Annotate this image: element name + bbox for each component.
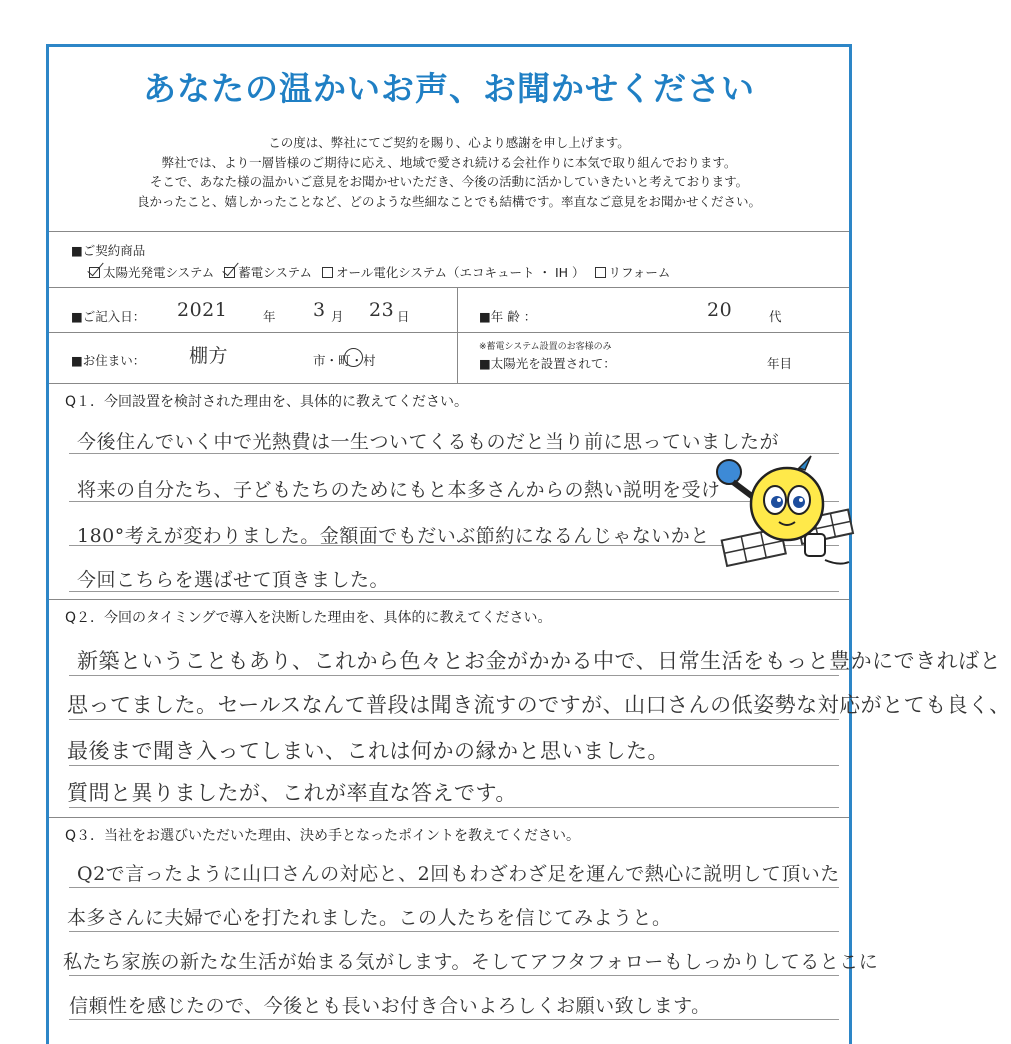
answer-rule <box>69 807 839 808</box>
q2-answer-line[interactable]: 思ってました。セールスなんて普段は聞き流すのですが、山口さんの低姿勢な対応がとても良く、 <box>67 693 1011 717</box>
answer-rule <box>69 887 839 888</box>
q3-answer-line[interactable]: 本多さんに夫婦で心を打たれました。この人たちを信じてみようと。 <box>67 907 672 929</box>
solar-years-label: ■太陽光を設置されて： <box>479 356 616 371</box>
intro-line: そこで、あなた様の温かいご意見をお聞かせいただき、今後の活動に活かしていきたいと考えております。 <box>149 174 749 189</box>
sun-mascot-icon <box>699 442 859 582</box>
survey-form <box>46 44 1011 1044</box>
divider-vertical <box>457 287 458 383</box>
circle-mark-icon <box>344 348 363 367</box>
option-label: オール電化システム（エコキュート ・ IH ） <box>336 265 585 280</box>
answer-rule <box>69 931 839 932</box>
q1-answer-line[interactable]: 今後住んでいく中で光熱費は一生ついてくるものだと当り前に思っていましたが <box>77 431 780 453</box>
checkbox-icon <box>595 267 606 278</box>
answer-rule <box>69 1019 839 1020</box>
date-label: ■ご記入日： <box>71 309 146 324</box>
q2-question: Q２．今回のタイミングで導入を決断した理由を、具体的に教えてください。 <box>65 610 552 626</box>
option-solar[interactable] <box>89 265 214 280</box>
address-suffix <box>313 351 376 369</box>
q1-answer-line[interactable]: 将来の自分たち、子どもたちのためにもと本多さんからの熱い説明を受け <box>77 479 721 501</box>
option-label: リフォーム <box>608 265 671 280</box>
age-label: ■年 齢 ： <box>479 309 537 324</box>
answer-rule <box>69 765 839 766</box>
q3-answer-line[interactable]: 信頼性を感じたので、今後とも長いお付き合いよろしくお願い致します。 <box>69 995 711 1017</box>
option-label: 蓄電システム <box>238 265 313 280</box>
intro-line: 良かったこと、嬉しかったことなど、どのような些細なことでも結構です。率直なご意見をお聞かせください。 <box>136 193 761 209</box>
age-value[interactable]: 20 <box>707 299 733 321</box>
divider <box>49 231 849 232</box>
divider <box>49 599 849 600</box>
day-unit: 日 <box>397 309 410 324</box>
solar-years-unit: 年目 <box>767 356 793 371</box>
checkbox-icon <box>89 267 100 278</box>
option-label: 太陽光発電システム <box>103 265 215 280</box>
date-month[interactable]: 3 <box>313 299 326 321</box>
q2-answer-line[interactable]: 質問と異りましたが、これが率直な答えです。 <box>67 781 517 805</box>
year-unit: 年 <box>263 309 276 324</box>
q3-answer-line[interactable]: Q2で言ったように山口さんの対応と、2回もわざわざ足を運んで熱心に説明して頂いた <box>77 863 840 885</box>
month-unit: 月 <box>331 309 344 324</box>
solar-note: ※蓄電システム設置のお客様のみ <box>479 342 612 352</box>
q2-answer-line[interactable]: 新築ということもあり、これから色々とお金がかかる中で、日常生活をもっと豊かにできればと <box>77 649 1002 673</box>
address-value[interactable]: 棚方 <box>189 345 229 367</box>
product-heading: ■ご契約商品 <box>71 243 146 258</box>
address-suffix-text: 市・町・村 <box>313 353 376 368</box>
divider <box>49 817 849 818</box>
date-day[interactable]: 23 <box>369 299 395 321</box>
q1-answer-line[interactable]: 180°考えが変わりました。金額面でもだいぶ節約になるんじゃないかと <box>77 525 710 547</box>
option-all-electric[interactable] <box>322 265 585 280</box>
age-unit: 代 <box>769 309 782 324</box>
form-title: あなたの温かいお声、お聞かせください <box>143 69 755 108</box>
option-reform[interactable] <box>595 265 671 280</box>
intro-line: 弊社では、より一層皆様のご期待に応え、地域で愛され続ける会社作りに本気で取り組んでおります。 <box>161 154 737 170</box>
answer-rule <box>69 675 839 676</box>
intro-line: この度は、弊社にてご契約を賜り、心より感謝を申し上げます。 <box>268 135 630 150</box>
answer-rule <box>69 975 839 976</box>
q3-question: Q３．当社をお選びいただいた理由、決め手となったポイントを教えてください。 <box>65 828 581 844</box>
address-label: ■お住まい： <box>71 353 146 368</box>
q2-answer-line[interactable]: 最後まで聞き入ってしまい、これは何かの縁かと思いました。 <box>67 739 669 763</box>
checkbox-icon <box>322 267 333 278</box>
checkbox-icon <box>224 267 235 278</box>
answer-rule <box>69 591 839 592</box>
divider <box>49 383 849 384</box>
q1-question: Q１．今回設置を検討された理由を、具体的に教えてください。 <box>65 394 469 410</box>
intro-text <box>49 133 849 211</box>
product-options <box>89 263 676 281</box>
date-year[interactable]: 2021 <box>177 299 228 321</box>
divider <box>49 332 849 333</box>
divider <box>49 287 849 288</box>
answer-rule <box>69 719 839 720</box>
option-storage[interactable] <box>224 265 312 280</box>
q3-answer-line[interactable]: 私たち家族の新たな生活が始まる気がします。そしてアフタフォローもしっかりしてるとこに <box>63 951 879 973</box>
q1-answer-line[interactable]: 今回こちらを選ばせて頂きました。 <box>77 569 390 591</box>
